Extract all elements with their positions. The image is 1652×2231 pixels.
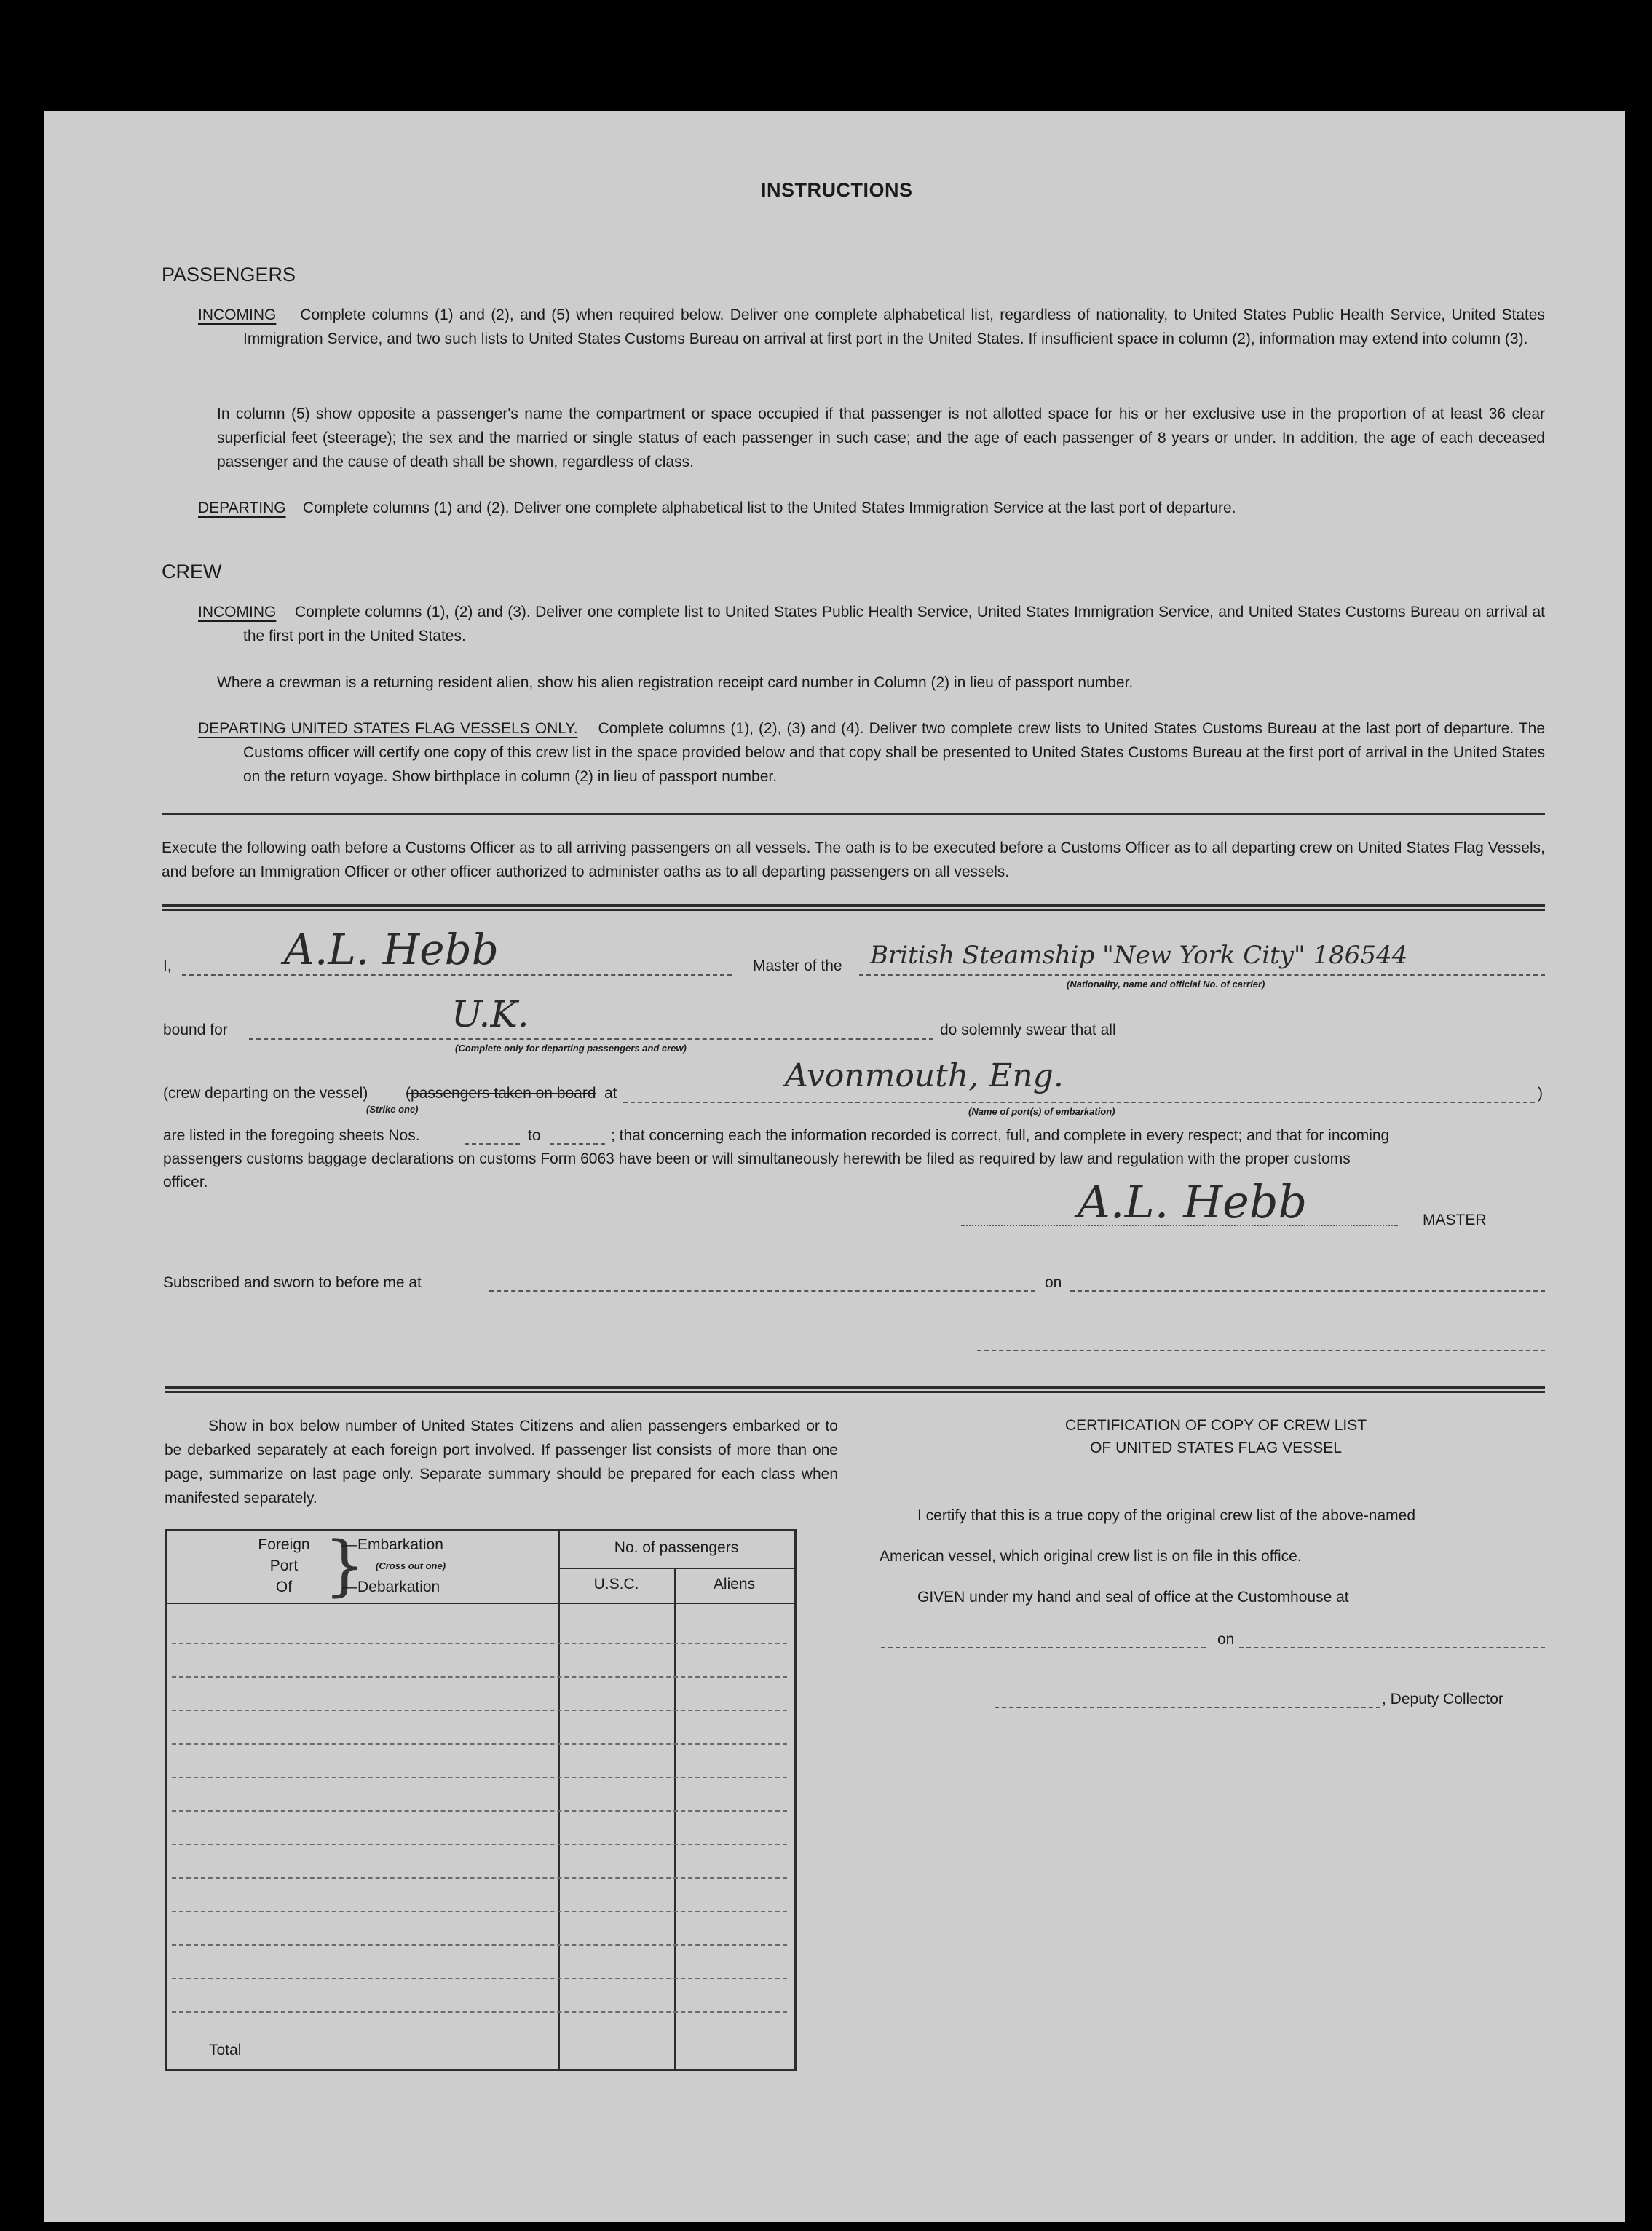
subscribed-label: Subscribed and sworn to before me at: [163, 1274, 422, 1291]
at-label: at: [604, 1085, 617, 1102]
bound-for-line[interactable]: [249, 1038, 933, 1040]
passengers-column5-paragraph: In column (5) show opposite a passenger's name the compartment or space occupied if that passenger is not allotted space for his or her exclusive use in the proportion of at least 36 clear superficial feet (steerage); the sex and the married or single status of each passenger in such case; and the age of each passenger of 8 years or under. In addition, the age of each deceased passenger and the cause of death shall be shown, regardless of class.: [217, 406, 1545, 470]
sheets-text-2: ; that concerning each the information recorded is correct, full, and complete in every respect; and that for incoming: [611, 1127, 1390, 1144]
master-of-label: Master of the: [753, 957, 842, 974]
bound-for-caption: (Complete only for departing passengers and crew): [455, 1043, 687, 1054]
sheets-to-label: to: [528, 1127, 541, 1144]
table-row[interactable]: [172, 1978, 787, 1979]
certification-line-2: American vessel, which original crew list is on file in this office.: [880, 1548, 1302, 1565]
master-name-line[interactable]: [182, 974, 732, 976]
master-signature: A.L. Hebb: [1078, 1175, 1308, 1228]
table-row[interactable]: [172, 1944, 787, 1946]
passengers-incoming-paragraph: [198, 303, 1545, 351]
crew-resident-paragraph: Where a crewman is a returning resident alien, show his alien registration receipt card number in Column (2) in lieu of passport number.: [217, 674, 1134, 691]
sheets-from-line[interactable]: [465, 1143, 520, 1145]
passengers-heading: PASSENGERS: [162, 264, 296, 285]
table-row[interactable]: [172, 1911, 787, 1912]
table-row[interactable]: [172, 1844, 787, 1845]
certification-line-3: GIVEN under my hand and seal of office at the Customhouse at: [917, 1589, 1349, 1606]
table-header-subline: [558, 1568, 794, 1569]
sheets-text-1: are listed in the foregoing sheets Nos.: [163, 1127, 420, 1144]
crew-departing-text: Complete columns (1), (2), (3) and (4). Deliver two complete crew lists to United States Customs Bureau at the last port of departure. The Customs officer will certify one copy of this crew list in the space provided below and that copy shall be presented to United States Customs Bureau at the first port of arrival in the United States on the return voyage. Show birthplace in column (2) in lieu of passport number.: [243, 720, 1546, 785]
table-row[interactable]: [172, 1676, 787, 1678]
certification-on-label: on: [1217, 1631, 1235, 1648]
col-of: Of: [275, 1579, 293, 1595]
vessel-caption: (Nationality, name and official No. of carrier): [1067, 979, 1265, 990]
crew-departing-option: (crew departing on the vessel): [163, 1085, 368, 1102]
table-row[interactable]: [172, 2011, 787, 2013]
sheets-text-4: officer.: [163, 1174, 208, 1190]
port-caption: (Name of port(s) of embarkation): [968, 1106, 1115, 1117]
divider-1: [162, 813, 1545, 815]
table-row[interactable]: [172, 1810, 787, 1812]
divider-2: [162, 904, 1545, 911]
cross-out-caption: (Cross out one): [376, 1560, 446, 1571]
port-line[interactable]: [623, 1102, 1535, 1103]
passengers-departing-label: DEPARTING: [198, 499, 286, 516]
crew-incoming-paragraph: [198, 600, 1545, 648]
vessel-line[interactable]: [859, 974, 1545, 976]
divider-3: [165, 1386, 1545, 1393]
passengers-incoming-text: Complete columns (1) and (2), and (5) when required below. Deliver one complete alphabetical list, regardless of nationality, to United States Public Health Service, United States Immigration Service, and two such lists to United States Customs Bureau on arrival at first port in the United States. If insufficient space in column (2), information may extend into column (3).: [243, 307, 1545, 347]
subscribed-on-label: on: [1045, 1274, 1062, 1291]
certification-date-line[interactable]: [1239, 1647, 1545, 1648]
crew-departing-paragraph: [198, 716, 1545, 789]
bracket-icon: }: [324, 1528, 366, 1604]
passengers-incoming-label: INCOMING: [198, 307, 277, 323]
subscribed-place-line[interactable]: [489, 1290, 1035, 1292]
table-row[interactable]: [172, 1710, 787, 1711]
table-row[interactable]: [172, 1743, 787, 1745]
master-name-handwritten: A.L. Hebb: [284, 925, 499, 974]
table-header-bottom: [167, 1603, 794, 1604]
page-title: INSTRUCTIONS: [761, 179, 913, 201]
col-port: Port: [269, 1557, 299, 1574]
table-row[interactable]: [172, 1777, 787, 1778]
customhouse-place-line[interactable]: [881, 1647, 1206, 1648]
vessel-handwritten: British Steamship "New York City" 186544: [870, 941, 1408, 970]
oath-i-label: I,: [163, 957, 172, 974]
aliens-header: Aliens: [713, 1576, 756, 1592]
table-row[interactable]: [172, 1643, 787, 1644]
debarkation-label: —Debarkation: [342, 1579, 440, 1595]
passengers-departing-paragraph: [198, 496, 1545, 520]
deputy-signature-line[interactable]: [995, 1707, 1380, 1708]
total-label: Total: [209, 2042, 242, 2058]
sheets-text-3: passengers customs baggage declarations on customs Form 6063 have been or will simultaneously herewith be filed as required by law and regulation with the proper customs: [163, 1150, 1351, 1167]
crew-incoming-text: Complete columns (1), (2) and (3). Deliver one complete list to United States Public Health Service, United States Immigration Service, and United States Customs Bureau on arrival at the first port in the United States.: [243, 604, 1545, 644]
document-page: [44, 111, 1625, 2222]
crew-departing-label: DEPARTING UNITED STATES FLAG VESSELS ONLY.: [198, 720, 578, 737]
sheets-to-line[interactable]: [550, 1143, 605, 1145]
passengers-taken-option: (passengers taken on board: [406, 1085, 596, 1102]
summary-table: [165, 1529, 797, 2071]
strike-caption: (Strike one): [366, 1104, 419, 1115]
crew-heading: CREW: [162, 561, 222, 583]
col-foreign: Foreign: [258, 1536, 310, 1553]
certification-heading-2: OF UNITED STATES FLAG VESSEL: [1090, 1440, 1342, 1456]
port-handwritten: Avonmouth, Eng.: [785, 1057, 1064, 1094]
swear-label: do solemnly swear that all: [940, 1022, 1116, 1038]
master-label: MASTER: [1423, 1212, 1487, 1228]
no-passengers-header: No. of passengers: [614, 1539, 739, 1556]
deputy-collector-label: , Deputy Collector: [1382, 1691, 1503, 1707]
summary-instructions: Show in box below number of United States Citizens and alien passengers embarked or to be debarked separately at each foreign port involved. If passenger list consists of more than one page, summarize on last page only. Separate summary should be prepared for each class when manifested separately.: [165, 1418, 838, 1507]
certification-line-1: I certify that this is a true copy of the original crew list of the above-named: [917, 1507, 1415, 1524]
embarkation-label: —Embarkation: [342, 1536, 443, 1553]
passengers-departing-text: Complete columns (1) and (2). Deliver one complete alphabetical list to the United States Immigration Service at the last port of departure.: [302, 499, 1236, 516]
oath-instruction: Execute the following oath before a Customs Officer as to all arriving passengers on all vessels. The oath is to be executed before a Customs Officer as to all departing crew on United States Flag Vessels, and before an Immigration Officer or other officer authorized to administer oaths as to all departing passengers on all vessels.: [162, 840, 1545, 880]
certification-heading-1: CERTIFICATION OF COPY OF CREW LIST: [1064, 1417, 1367, 1434]
table-col-divider-1: [558, 1531, 560, 2069]
close-paren: ): [1538, 1085, 1543, 1102]
officer-signature-line[interactable]: [977, 1350, 1545, 1351]
usc-header: U.S.C.: [593, 1576, 639, 1592]
bound-for-handwritten: U.K.: [451, 993, 529, 1035]
table-row[interactable]: [172, 1877, 787, 1879]
subscribed-date-line[interactable]: [1070, 1290, 1545, 1292]
crew-incoming-label: INCOMING: [198, 604, 277, 620]
bound-for-label: bound for: [163, 1022, 228, 1038]
